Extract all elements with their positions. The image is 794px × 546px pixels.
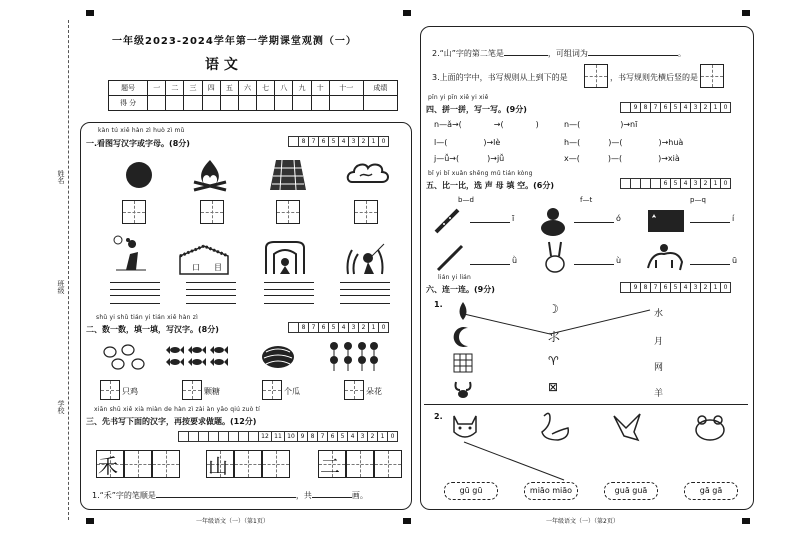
score-header-cell: 题号 [109, 81, 148, 96]
woman-picture [112, 234, 148, 274]
q6-score-grid: 9 8 7 6 5 4 3 2 1 0 [620, 282, 731, 293]
write-box[interactable] [354, 200, 378, 224]
class-label: 班级 [57, 280, 65, 294]
cloud-picture [346, 160, 390, 190]
q1-score-grid: 8 7 6 5 4 3 2 1 0 [288, 136, 389, 147]
corner-mark [403, 518, 411, 524]
write-box[interactable] [276, 200, 300, 224]
corner-mark [86, 518, 94, 524]
q6-sub2: 2. [434, 412, 443, 421]
unit-candy: 颗糖 [204, 387, 220, 396]
q2-score-grid: 8 7 6 5 4 3 2 1 0 [288, 322, 389, 333]
copy-box[interactable] [124, 450, 152, 478]
model-char-he: 禾 [98, 454, 118, 478]
field-picture [268, 158, 308, 192]
flute-picture [432, 206, 462, 234]
unit-melon: 个瓜 [284, 387, 300, 396]
pinyin-gugu[interactable]: gū gū [444, 482, 498, 500]
q4-row-2: l—( )→lè h—( )—( )→huà [434, 138, 684, 147]
footer-right: 一年级语文（一）（第2页） [546, 518, 619, 525]
copy-box[interactable] [346, 450, 374, 478]
rabbit-picture [540, 240, 570, 274]
q5-tail-5: ù [616, 256, 622, 265]
score-cell[interactable] [220, 96, 238, 111]
score-header-cell: 十 [311, 81, 329, 96]
pen-picture [434, 244, 464, 272]
flag-picture [646, 208, 686, 236]
pinyin-gaga[interactable]: gā gā [684, 482, 738, 500]
q3-title: 三、先书写下面的汉字，再按要求做题。(12分) [86, 417, 257, 426]
pinyin-miaomiao[interactable]: miāo miāo [524, 482, 578, 500]
pinyin-lines[interactable] [264, 282, 314, 304]
subject-title: 语 文 [205, 57, 238, 73]
score-header-cell: 五 [220, 81, 238, 96]
score-header-cell: 四 [202, 81, 220, 96]
score-cell[interactable] [363, 96, 397, 111]
binding-line [68, 20, 69, 520]
model-char-er: 二 [320, 454, 340, 478]
q5-tail-4: ǜ [512, 256, 518, 265]
moon-picture [452, 326, 474, 348]
score-header-cell: 七 [257, 81, 275, 96]
name-label: 姓名 [57, 170, 65, 184]
answer-box[interactable] [700, 64, 724, 88]
goat-picture [452, 378, 474, 400]
frog-picture [692, 412, 728, 442]
matching-lines [440, 300, 680, 400]
q5-blank-4[interactable] [470, 264, 510, 265]
rt-sub2: 2.“山”字的第二笔是 ，可组词为 。 [432, 49, 686, 58]
score-header-cell: 六 [238, 81, 256, 96]
score-header-cell: 十一 [329, 81, 363, 96]
char-water: 水 [654, 309, 664, 319]
q5-blank-3[interactable] [690, 222, 730, 223]
horse-rider-picture [644, 242, 684, 272]
copy-box[interactable] [234, 450, 262, 478]
divider [424, 404, 748, 405]
copy-box[interactable] [374, 450, 402, 478]
score-cell[interactable] [148, 96, 166, 111]
model-char-shan: 山 [208, 454, 228, 478]
swan-picture [536, 410, 572, 444]
fishing-picture [342, 240, 386, 276]
flowers-picture [326, 340, 380, 372]
score-cell[interactable] [238, 96, 256, 111]
copy-box[interactable] [152, 450, 180, 478]
score-row-label: 得 分 [109, 96, 148, 111]
q5-pair-pq: p—q [690, 196, 706, 204]
oracle-net: ⊠ [548, 380, 559, 394]
oracle-water: ⺢ [548, 330, 561, 344]
count-box[interactable] [100, 380, 120, 400]
pinyin-lines[interactable] [186, 282, 236, 304]
buddha-picture [538, 206, 568, 236]
rt-sub3-tail: ，书写规则先横后竖的是 [610, 73, 698, 82]
copy-box[interactable] [262, 450, 290, 478]
corner-mark [742, 518, 750, 524]
score-header-cell: 二 [166, 81, 184, 96]
corner-mark [403, 10, 411, 16]
school-label: 学校 [57, 400, 65, 414]
answer-blank[interactable] [504, 55, 548, 56]
score-cell[interactable] [311, 96, 329, 111]
count-box[interactable] [182, 380, 202, 400]
fire-picture [190, 158, 230, 192]
q5-blank-6[interactable] [690, 264, 730, 265]
svg-text:口: 口 [192, 263, 200, 272]
q4-row-3: j—ǚ→( )→jǚ x—( )—( )→xià [434, 154, 680, 163]
rt-sub3: 3.上面的字中，书写规则从上到下的是 [432, 73, 568, 82]
q5-tail-3: í [732, 214, 735, 223]
score-cell[interactable] [202, 96, 220, 111]
q4-row-1: n—ǎ→( →( ) n—( )→nī [434, 120, 638, 129]
q6-pinyin: lián yi lián [438, 274, 472, 281]
candies-picture [164, 344, 230, 370]
q6-title: 六、连一连。(9分) [426, 285, 495, 294]
unit-chicken: 只鸡 [122, 387, 138, 396]
answer-blank[interactable] [156, 497, 296, 498]
q5-blank-2[interactable] [574, 222, 614, 223]
q3-sub1: 1.“禾”字的笔顺是 ，共 画。 [92, 491, 368, 500]
q3-score-grid: 12 11 10 9 8 7 6 5 4 3 2 1 0 [178, 431, 398, 442]
factory-picture [178, 244, 230, 276]
score-header-cell: 成绩 [363, 81, 397, 96]
score-header-cell: 九 [293, 81, 311, 96]
score-cell[interactable] [184, 96, 202, 111]
score-header-cell: 一 [148, 81, 166, 96]
write-box[interactable] [200, 200, 224, 224]
pinyin-guagua[interactable]: guā guā [604, 482, 658, 500]
q6-sub1: 1. [434, 300, 443, 309]
oracle-moon: ☽ [548, 302, 559, 316]
sun-picture [124, 160, 154, 190]
score-cell[interactable] [275, 96, 293, 111]
score-cell[interactable] [166, 96, 184, 111]
q3-pinyin: xiān shū xiě xià miàn de hàn zì zài àn yāo qiú zuò tí [94, 406, 261, 413]
char-moon: 月 [654, 337, 664, 347]
corner-mark [742, 10, 750, 16]
count-box[interactable] [344, 380, 364, 400]
watermelon-picture [260, 344, 296, 370]
q5-tail-6: ū [732, 256, 738, 265]
pinyin-lines[interactable] [340, 282, 390, 304]
answer-blank[interactable] [312, 497, 352, 498]
footer-left: 一年级语文（一）（第1页） [196, 518, 269, 525]
exam-title: 一年级2023-2024学年第一学期课堂观测（一） [112, 36, 357, 47]
unit-flower: 朵花 [366, 387, 382, 396]
count-box[interactable] [262, 380, 282, 400]
score-cell[interactable] [257, 96, 275, 111]
score-header-cell: 三 [184, 81, 202, 96]
answer-blank[interactable] [588, 55, 678, 56]
write-box[interactable] [122, 200, 146, 224]
q5-score-grid: 6 5 4 3 2 1 0 [620, 178, 731, 189]
water-picture [452, 300, 474, 322]
net-picture [452, 352, 474, 374]
q1-title: 一.看图写汉字或字母。(8分) [86, 139, 190, 148]
q5-title: 五、比一比，选 声 母 填 空。(6分) [426, 181, 555, 190]
q5-blank-1[interactable] [470, 222, 510, 223]
oracle-goat: ♈ [548, 354, 559, 368]
gate-picture [262, 240, 308, 276]
chicks-picture [100, 342, 150, 372]
answer-box[interactable] [584, 64, 608, 88]
q4-score-grid: 9 8 7 6 5 4 3 2 1 0 [620, 102, 731, 113]
q2-pinyin: shǔ yi shǔ tián yi tián xiě hàn zì [96, 314, 198, 321]
q5-pinyin: bǐ yi bǐ xuǎn shēng mǔ tián kòng [428, 170, 533, 177]
char-sheep: 羊 [654, 389, 664, 399]
char-net: 网 [654, 363, 664, 373]
svg-text:目: 目 [214, 263, 222, 272]
q5-tail-2: ó [616, 214, 621, 223]
q6-connect-line [460, 440, 570, 484]
q1-pinyin: kàn tú xiě hàn zì huò zì mǔ [98, 127, 185, 134]
score-cell[interactable] [293, 96, 311, 111]
q5-pair-bd: b—d [458, 196, 474, 204]
q2-title: 二、数一数，填一填，写汉字。(8分) [86, 325, 219, 334]
q4-title: 四、拼一拼，写一写。(9分) [426, 105, 527, 114]
pigeon-picture [610, 410, 644, 444]
score-table [108, 80, 398, 111]
q5-tail-1: ī [512, 214, 515, 223]
q5-blank-5[interactable] [574, 264, 614, 265]
score-cell[interactable] [329, 96, 363, 111]
q4-pinyin: pīn yi pīn xiě yi xiě [428, 94, 489, 101]
q5-pair-ft: f—t [580, 196, 593, 204]
corner-mark [86, 10, 94, 16]
pinyin-lines[interactable] [110, 282, 160, 304]
score-header-cell: 八 [275, 81, 293, 96]
